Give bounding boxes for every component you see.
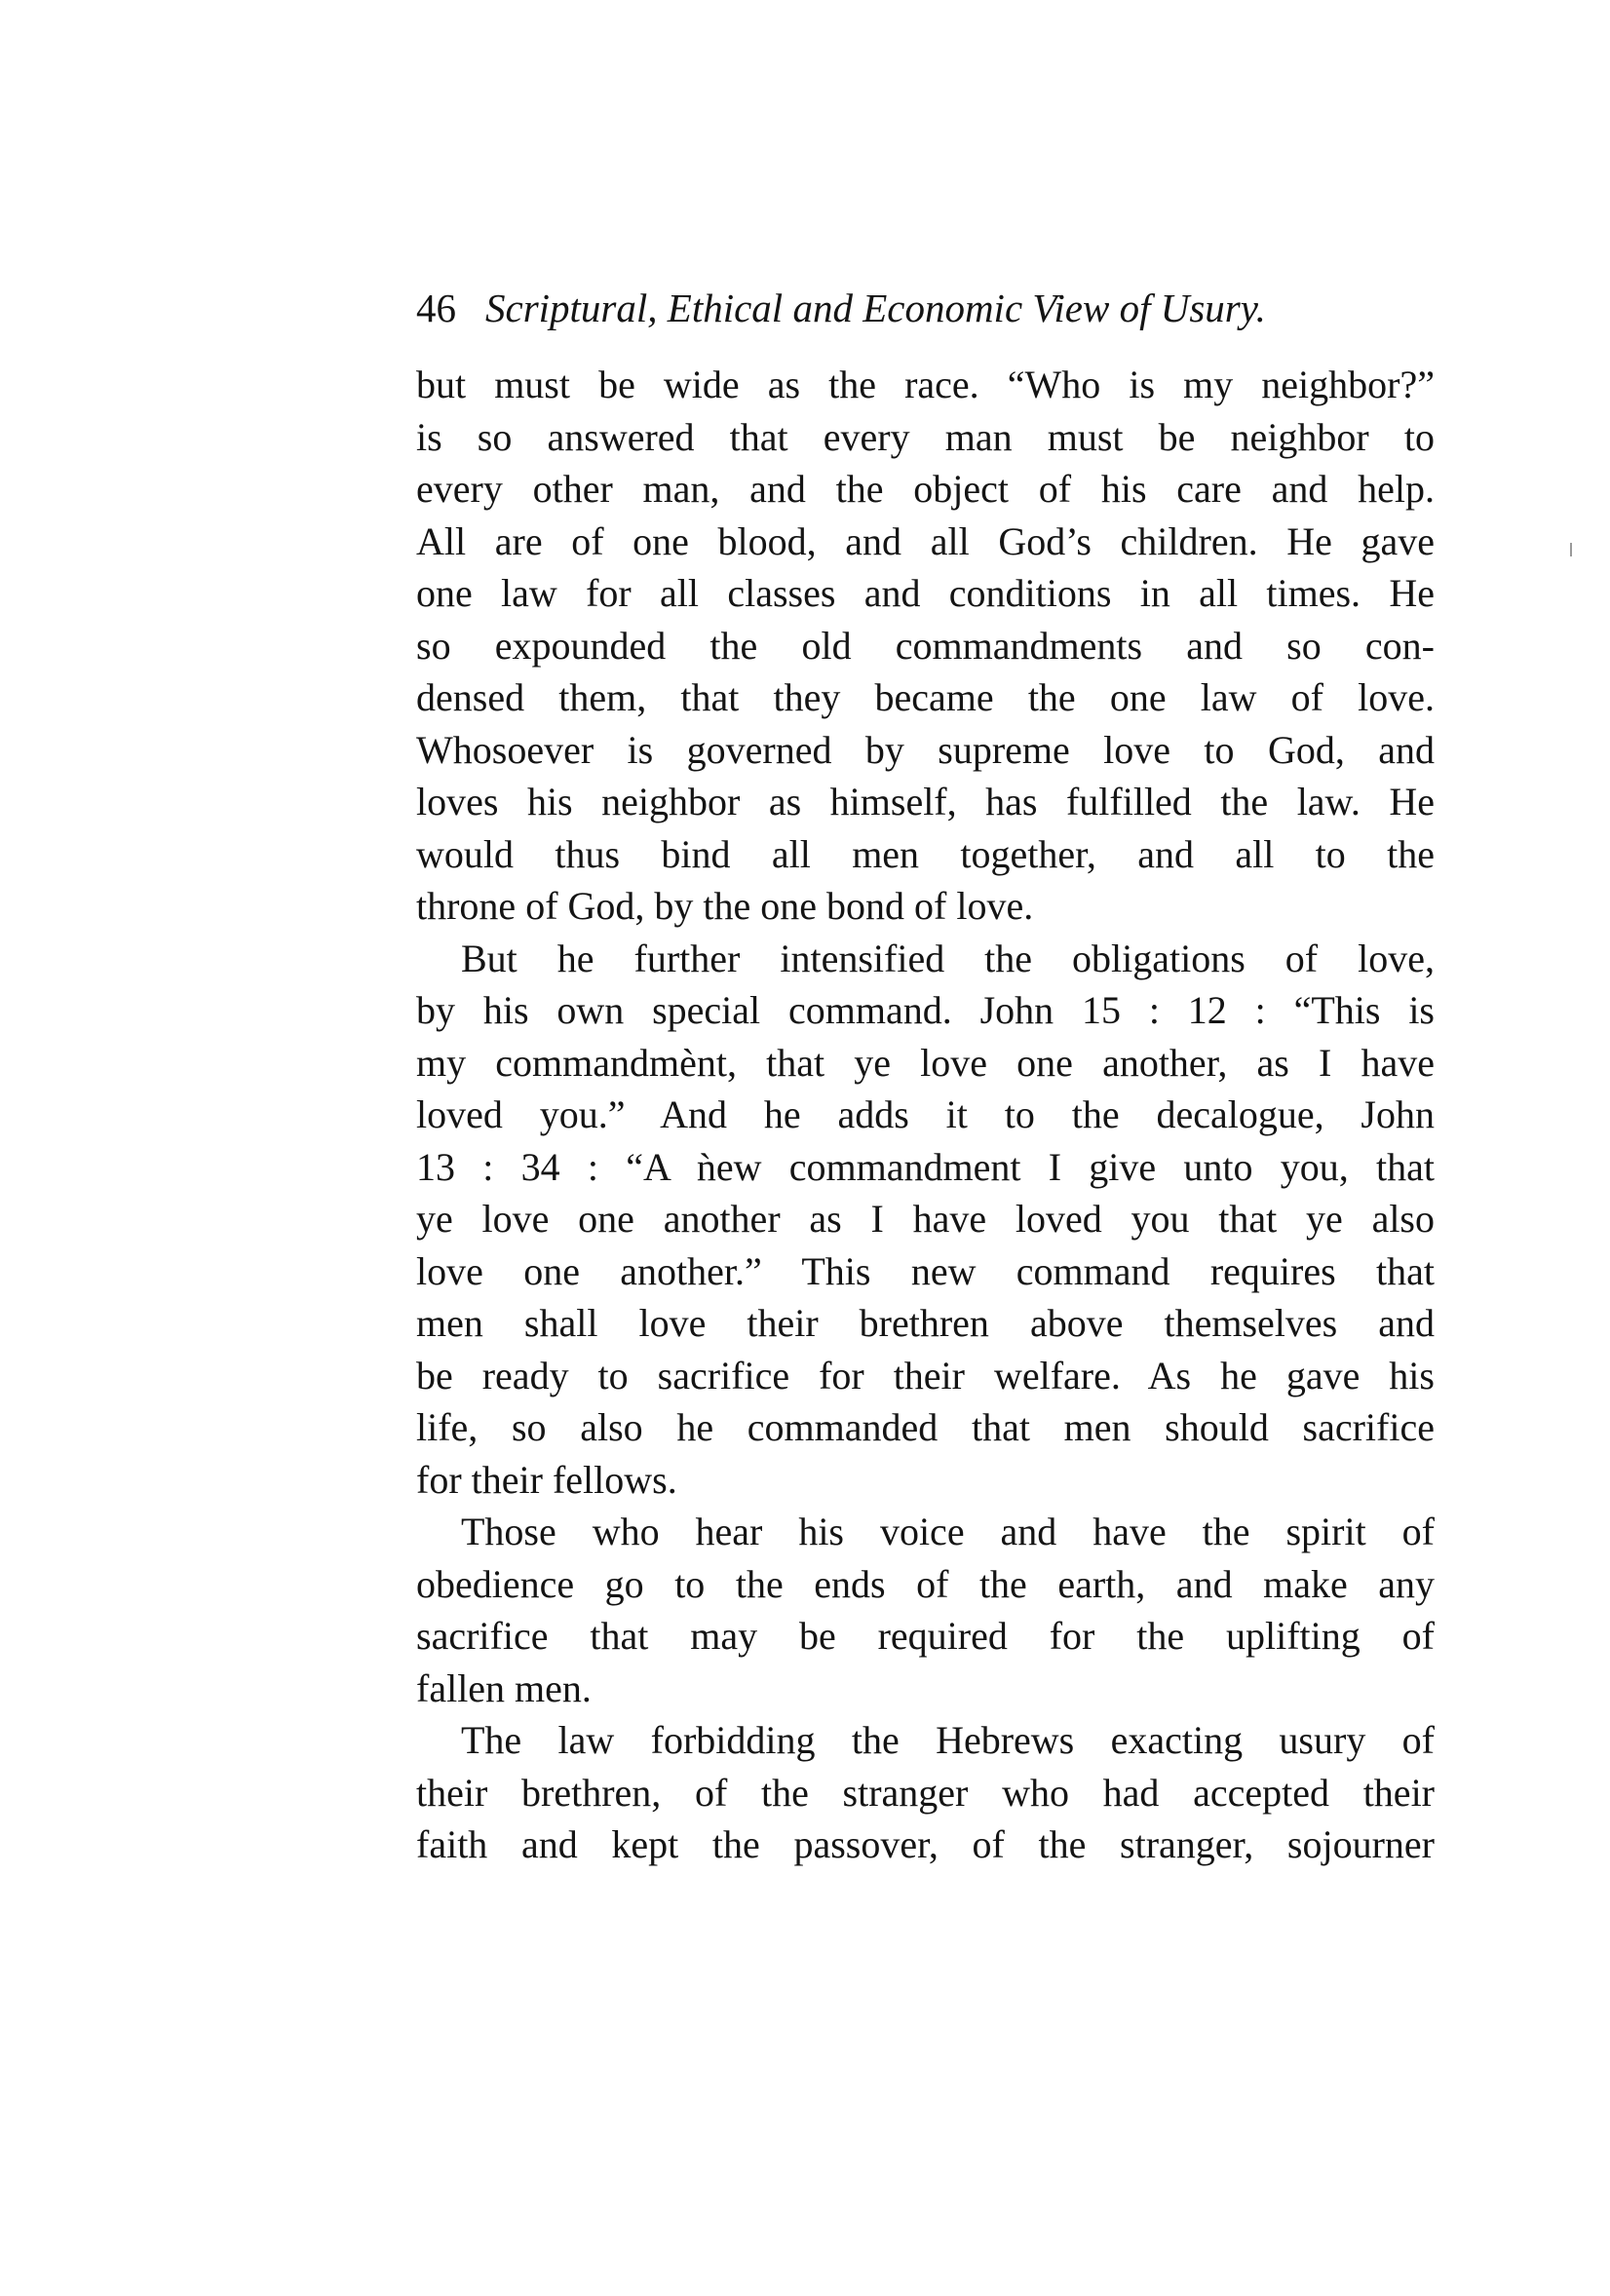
text-line: 13 : 34 : “A ǹew commandment I give unto you, that <box>416 1144 1435 1189</box>
text-line: throne of God, by the one bond of love. <box>416 884 1034 928</box>
body-text <box>416 359 1435 1871</box>
text-line: be ready to sacrifice for their welfare. As he gave his <box>416 1353 1435 1397</box>
paragraph <box>416 933 1435 1507</box>
text-line: love one another.” This new command requires that <box>416 1248 1435 1293</box>
text-line: life, so also he commanded that men should sacrifice <box>416 1405 1435 1449</box>
text-line: densed them, that they became the one law of love. <box>416 675 1435 719</box>
text-line: so expounded the old commandments and so con- <box>416 623 1435 668</box>
text-line: but must be wide as the race. “Who is my neighbor?” <box>416 363 1435 406</box>
text-line: Whosoever is governed by supreme love to God, and <box>416 727 1435 772</box>
text-line: sacrifice that may be required for the uplifting of <box>416 1614 1435 1658</box>
text-line: All are of one blood, and all God’s children. He gave <box>416 518 1435 563</box>
text-line: But he further intensified the obligations of love, <box>461 936 1435 980</box>
text-line: The law forbidding the Hebrews exacting usury of <box>461 1718 1435 1762</box>
text-line: for their fellows. <box>416 1457 677 1502</box>
text-line: loves his neighbor as himself, has fulfilled the law. He <box>416 780 1435 823</box>
text-line: by his own special command. John 15 : 12 : “This is <box>416 988 1435 1032</box>
text-line: obedience go to the ends of the earth, and make any <box>416 1561 1435 1606</box>
paragraph <box>416 1714 1435 1871</box>
running-head <box>416 283 1435 333</box>
text-line: would thus bind all men together, and all to the <box>416 831 1435 876</box>
page-number: 46 <box>416 286 456 330</box>
text-line: ye love one another as I have loved you that ye also <box>416 1197 1435 1241</box>
text-line: their brethren, of the stranger who had accepted their <box>416 1770 1435 1815</box>
text-line: one law for all classes and conditions in all times. He <box>416 571 1435 615</box>
running-title: Scriptural, Ethical and Economic View of Usury. <box>485 286 1266 330</box>
text-line: loved you.” And he adds it to the decalogue, John <box>416 1092 1435 1136</box>
text-line: Those who hear his voice and have the spirit of <box>461 1510 1435 1553</box>
stray-mark <box>1570 543 1572 556</box>
paragraph <box>416 359 1435 933</box>
text-line: faith and kept the passover, of the stranger, sojourner <box>416 1822 1435 1866</box>
text-line: is so answered that every man must be neighbor to <box>416 414 1435 459</box>
text-line: men shall love their brethren above themselves and <box>416 1301 1435 1345</box>
text-line: my commandmènt, that ye love one another, as I have <box>416 1040 1435 1085</box>
paragraph <box>416 1506 1435 1714</box>
text-line: every other man, and the object of his care and help. <box>416 467 1435 511</box>
text-line: fallen men. <box>416 1665 592 1710</box>
